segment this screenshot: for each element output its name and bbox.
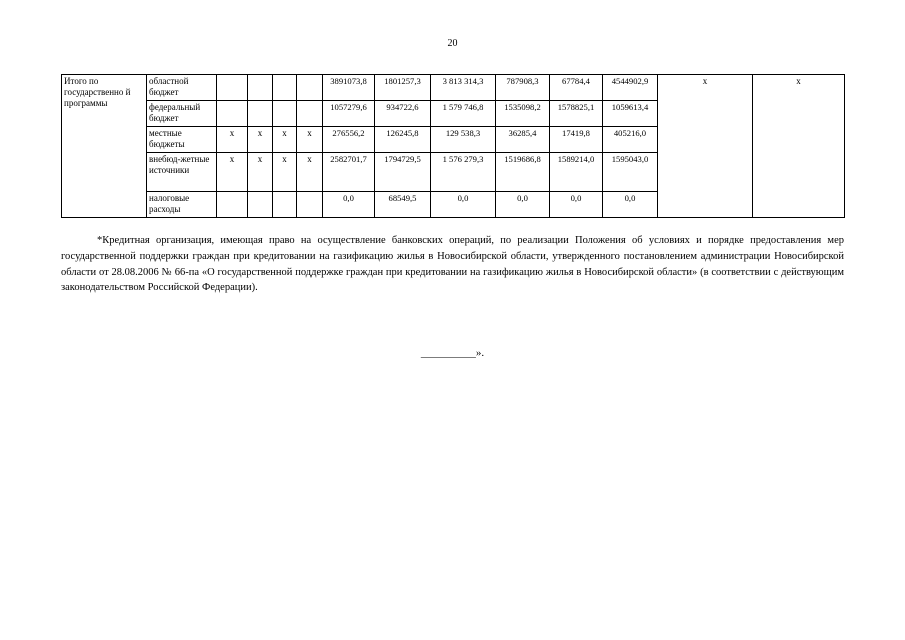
value-cell: 17419,8 bbox=[550, 127, 603, 153]
mark-cell bbox=[248, 75, 273, 101]
table-row bbox=[62, 75, 845, 101]
value-cell: 36285,4 bbox=[496, 127, 550, 153]
value-cell: 0,0 bbox=[323, 192, 375, 218]
value-cell: 1595043,0 bbox=[603, 153, 658, 192]
value-cell: 126245,8 bbox=[375, 127, 431, 153]
mark-cell: x bbox=[273, 153, 297, 192]
group-label-cell: Итого по государственно й программы bbox=[62, 75, 147, 218]
value-cell: 3891073,8 bbox=[323, 75, 375, 101]
source-cell: местные бюджеты bbox=[147, 127, 217, 153]
value-cell: 934722,6 bbox=[375, 101, 431, 127]
value-cell: 405216,0 bbox=[603, 127, 658, 153]
mark-cell bbox=[297, 192, 323, 218]
source-cell: внебюд-жетные источники bbox=[147, 153, 217, 192]
mark-cell: x bbox=[297, 153, 323, 192]
value-cell: 1801257,3 bbox=[375, 75, 431, 101]
mark-cell bbox=[217, 75, 248, 101]
program-total-table bbox=[61, 74, 845, 218]
value-cell: 3 813 314,3 bbox=[431, 75, 496, 101]
value-cell: 276556,2 bbox=[323, 127, 375, 153]
mark-cell: x bbox=[217, 153, 248, 192]
value-cell: 2582701,7 bbox=[323, 153, 375, 192]
mark-cell bbox=[273, 101, 297, 127]
value-cell: 0,0 bbox=[496, 192, 550, 218]
value-cell: 1589214,0 bbox=[550, 153, 603, 192]
value-cell: 787908,3 bbox=[496, 75, 550, 101]
value-cell: 1059613,4 bbox=[603, 101, 658, 127]
mark-cell bbox=[217, 192, 248, 218]
mark-cell: x bbox=[248, 127, 273, 153]
mark-cell bbox=[297, 75, 323, 101]
source-cell: федеральный бюджет bbox=[147, 101, 217, 127]
footnote-paragraph: *Кредитная организация, имеющая право на осуществление банковских операций, по реализации Положения об условиях и порядке предоставления мер государственной поддержки граждан при кредитовании на газификацию жилья в Новосибирской области, утвержденного постановлением администрации Новосибирской области от 28.08.2006 № 66-па «О государственной поддержке граждан при кредитовании на газификацию жилья в Новосибирской области» (в соответствии с действующим законодательством Российской Федерации). bbox=[61, 235, 844, 294]
mark-cell bbox=[297, 101, 323, 127]
mark-cell: x bbox=[273, 127, 297, 153]
value-cell: 0,0 bbox=[603, 192, 658, 218]
result-x-cell: x bbox=[753, 75, 845, 218]
page-number: 20 bbox=[447, 38, 458, 49]
responsible-x-cell: x bbox=[658, 75, 753, 218]
mark-cell: x bbox=[217, 127, 248, 153]
value-cell: 1519686,8 bbox=[496, 153, 550, 192]
mark-cell: x bbox=[297, 127, 323, 153]
mark-cell bbox=[273, 75, 297, 101]
value-cell: 67784,4 bbox=[550, 75, 603, 101]
value-cell: 1578825,1 bbox=[550, 101, 603, 127]
value-cell: 0,0 bbox=[431, 192, 496, 218]
mark-cell bbox=[248, 192, 273, 218]
value-cell: 68549,5 bbox=[375, 192, 431, 218]
closing-mark: __________». bbox=[420, 347, 485, 359]
mark-cell bbox=[248, 101, 273, 127]
value-cell: 0,0 bbox=[550, 192, 603, 218]
value-cell: 129 538,3 bbox=[431, 127, 496, 153]
value-cell: 1 579 746,8 bbox=[431, 101, 496, 127]
source-cell: областной бюджет bbox=[147, 75, 217, 101]
value-cell: 1057279,6 bbox=[323, 101, 375, 127]
mark-cell: x bbox=[248, 153, 273, 192]
mark-cell bbox=[217, 101, 248, 127]
value-cell: 1794729,5 bbox=[375, 153, 431, 192]
mark-cell bbox=[273, 192, 297, 218]
value-cell: 1535098,2 bbox=[496, 101, 550, 127]
value-cell: 1 576 279,3 bbox=[431, 153, 496, 192]
value-cell: 4544902,9 bbox=[603, 75, 658, 101]
source-cell: налоговые расходы bbox=[147, 192, 217, 218]
